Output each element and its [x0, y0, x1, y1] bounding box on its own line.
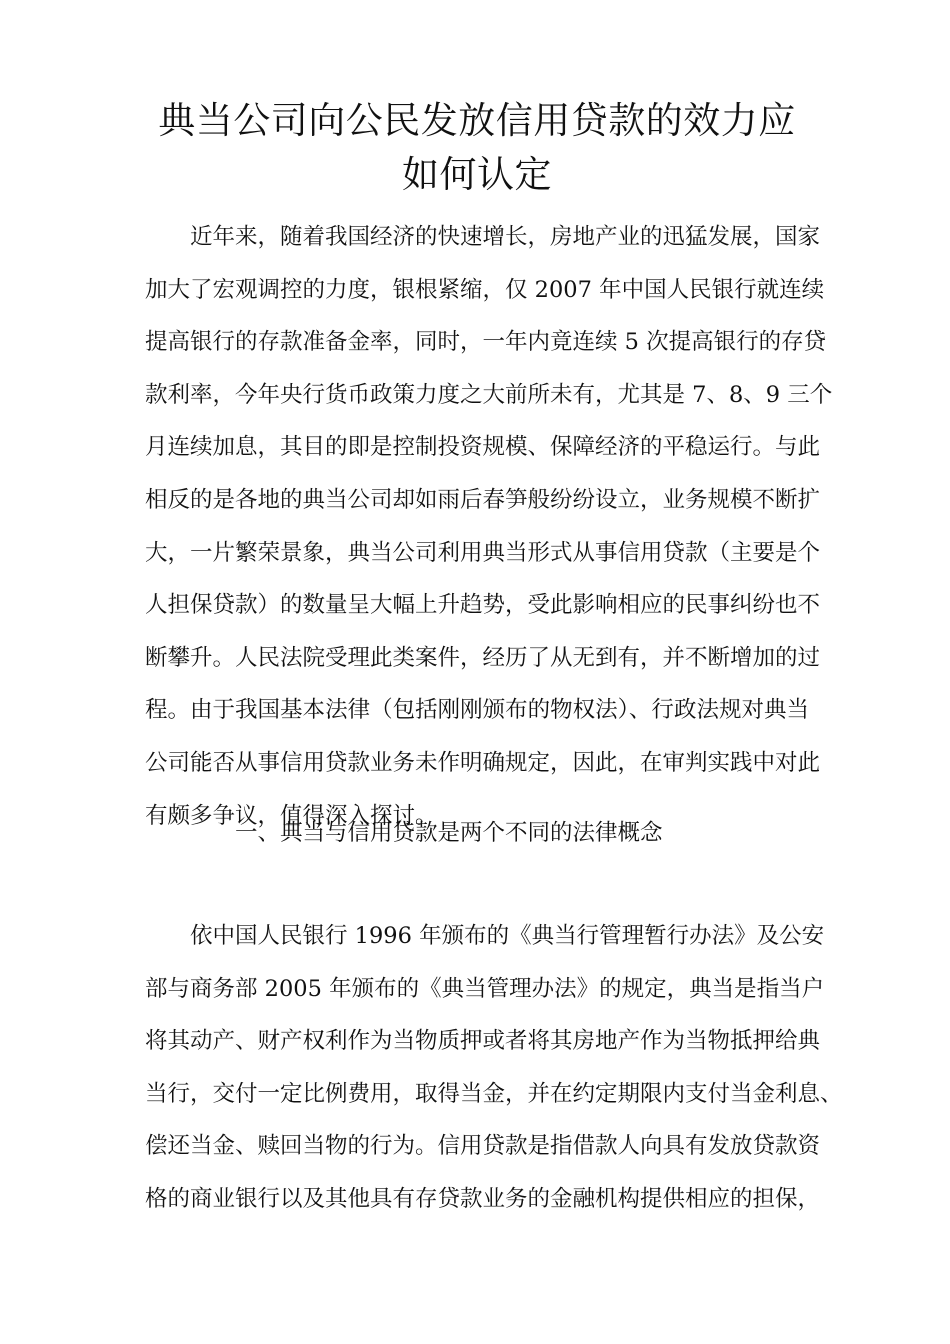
paragraph-line: 款利率，今年央行货币政策力度之大前所未有，尤其是 7、8、9 三个	[145, 381, 833, 408]
paragraph-line: 断攀升。人民法院受理此类案件，经历了从无到有，并不断增加的过	[145, 644, 821, 671]
paragraph-line: 偿还当金、赎回当物的行为。信用贷款是指借款人向具有发放贷款资	[145, 1133, 821, 1160]
paragraph-line: 格的商业银行以及其他具有存贷款业务的金融机构提供相应的担保，	[145, 1185, 821, 1212]
paragraph-line: 公司能否从事信用贷款业务未作明确规定，因此，在审判实践中对此	[145, 749, 821, 776]
paragraph-intro	[145, 211, 833, 842]
paragraph-line: 有颇多争议，值得深入探讨。	[145, 802, 438, 829]
paragraph-line: 人担保贷款）的数量呈大幅上升趋势，受此影响相应的民事纠纷也不	[145, 592, 821, 619]
paragraph-line: 加大了宏观调控的力度，银根紧缩，仅 2007 年中国人民银行就连续	[145, 276, 825, 303]
paragraph-line: 依中国人民银行 1996 年颁布的《典当行管理暂行办法》及公安	[190, 923, 825, 949]
document-title	[140, 94, 814, 202]
paragraph-line: 程。由于我国基本法律（包括刚刚颁布的物权法）、行政法规对典当	[145, 697, 809, 724]
paragraph-line: 大，一片繁荣景象，典当公司利用典当形式从事信用贷款（主要是个	[145, 539, 821, 566]
paragraph-line: 将其动产、财产权利作为当物质押或者将其房地产作为当物抵押给典	[145, 1028, 821, 1055]
paragraph-definition	[145, 910, 843, 1226]
paragraph-line: 提高银行的存款准备金率，同时，一年内竟连续 5 次提高银行的存贷	[145, 329, 827, 356]
title-line: 典当公司向公民发放信用贷款的效力应	[158, 99, 796, 142]
paragraph-line: 部与商务部 2005 年颁布的《典当管理办法》的规定，典当是指当户	[145, 975, 825, 1002]
section-heading: 一、典当与信用贷款是两个不同的法律概念	[235, 820, 663, 846]
title-line: 如何认定	[402, 153, 552, 196]
paragraph-line: 近年来，随着我国经济的快速增长，房地产业的迅猛发展，国家	[190, 224, 821, 250]
paragraph-line: 当行，交付一定比例费用，取得当金，并在约定期限内支付当金利息、	[145, 1080, 843, 1107]
paragraph-line: 相反的是各地的典当公司却如雨后春笋般纷纷设立，业务规模不断扩	[145, 486, 821, 513]
paragraph-line: 月连续加息，其目的即是控制投资规模、保障经济的平稳运行。与此	[145, 434, 821, 461]
